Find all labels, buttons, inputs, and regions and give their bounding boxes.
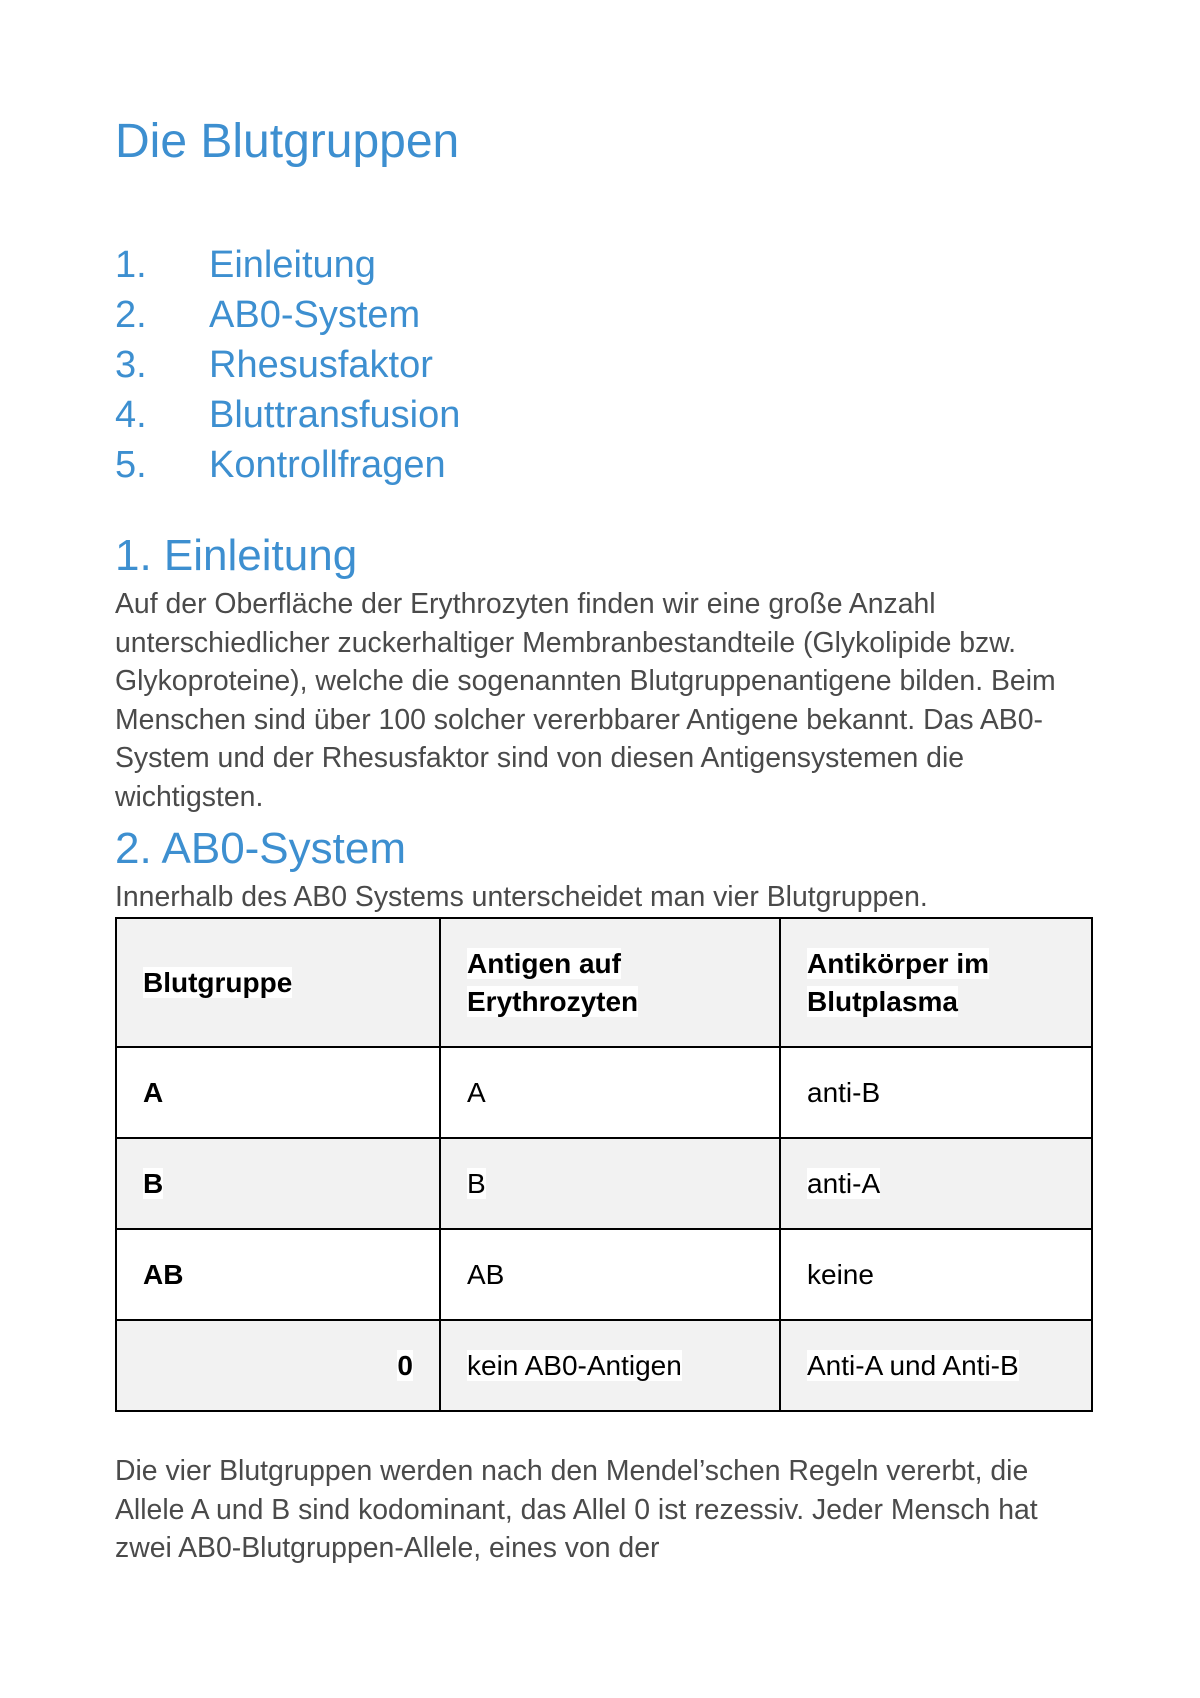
cell-antikoerper: Anti-A und Anti-B <box>780 1320 1092 1411</box>
toc-item[interactable] <box>115 240 460 290</box>
cell-antikoerper: anti-B <box>780 1047 1092 1138</box>
cell-antigen: kein AB0-Antigen <box>440 1320 780 1411</box>
ab0-intro-paragraph: Innerhalb des AB0 Systems unterscheidet man vier Blutgruppen. <box>115 881 928 913</box>
einleitung-paragraph: Auf der Oberfläche der Erythrozyten finden wir eine große Anzahl unterschiedlicher zuckerhaltiger Membranbestandteile (Glykolipide bzw. Glykoproteine), welche die sogenannten Blutgruppenantigene bilden. Beim Menschen sind über 100 solcher vererbbarer Antigene bekannt. Das AB0-System und der Rhesusfaktor sind von diesen Antigensystemen die wichtigsten. <box>115 588 1056 813</box>
toc-number: 1. <box>115 244 147 286</box>
toc-number: 3. <box>115 344 147 386</box>
toc-label: Bluttransfusion <box>209 394 461 436</box>
toc-number: 5. <box>115 444 147 486</box>
cell-blutgruppe: 0 <box>116 1320 440 1411</box>
toc-label: Rhesusfaktor <box>209 344 433 386</box>
cell-antigen: AB <box>440 1229 780 1320</box>
toc-item[interactable] <box>115 390 460 440</box>
toc-item[interactable] <box>115 340 460 390</box>
cell-antigen: B <box>440 1138 780 1229</box>
toc-number: 4. <box>115 394 147 436</box>
toc-item[interactable] <box>115 290 460 340</box>
cell-antikoerper: anti-A <box>780 1138 1092 1229</box>
header-blutgruppe: Blutgruppe <box>116 918 440 1047</box>
table-of-contents <box>115 240 460 490</box>
table-row <box>116 1229 1092 1320</box>
table-header-row <box>116 918 1092 1047</box>
table-row <box>116 1138 1092 1229</box>
cell-antikoerper: keine <box>780 1229 1092 1320</box>
toc-label: Kontrollfragen <box>209 444 446 486</box>
toc-item[interactable] <box>115 440 460 490</box>
table-row <box>116 1320 1092 1411</box>
ab0-after-paragraph: Die vier Blutgruppen werden nach den Mendel’schen Regeln vererbt, die Allele A und B sind kodominant, das Allel 0 ist rezessiv. Jeder Mensch hat zwei AB0-Blutgruppen-Allele, eines von der <box>115 1455 1038 1565</box>
header-antigen: Antigen auf Erythrozyten <box>440 918 780 1047</box>
toc-label: AB0-System <box>209 294 421 336</box>
toc-label: Einleitung <box>209 244 376 286</box>
section-heading-einleitung: 1. Einleitung <box>115 531 358 580</box>
table-row <box>116 1047 1092 1138</box>
cell-blutgruppe: B <box>116 1138 440 1229</box>
header-antikoerper: Antikörper im Blutplasma <box>780 918 1092 1047</box>
page-title: Die Blutgruppen <box>115 115 460 168</box>
cell-blutgruppe: AB <box>116 1229 440 1320</box>
toc-number: 2. <box>115 294 147 336</box>
cell-blutgruppe: A <box>116 1047 440 1138</box>
section-heading-ab0-system: 2. AB0-System <box>115 824 407 873</box>
cell-antigen: A <box>440 1047 780 1138</box>
blood-group-table <box>115 917 1093 1412</box>
